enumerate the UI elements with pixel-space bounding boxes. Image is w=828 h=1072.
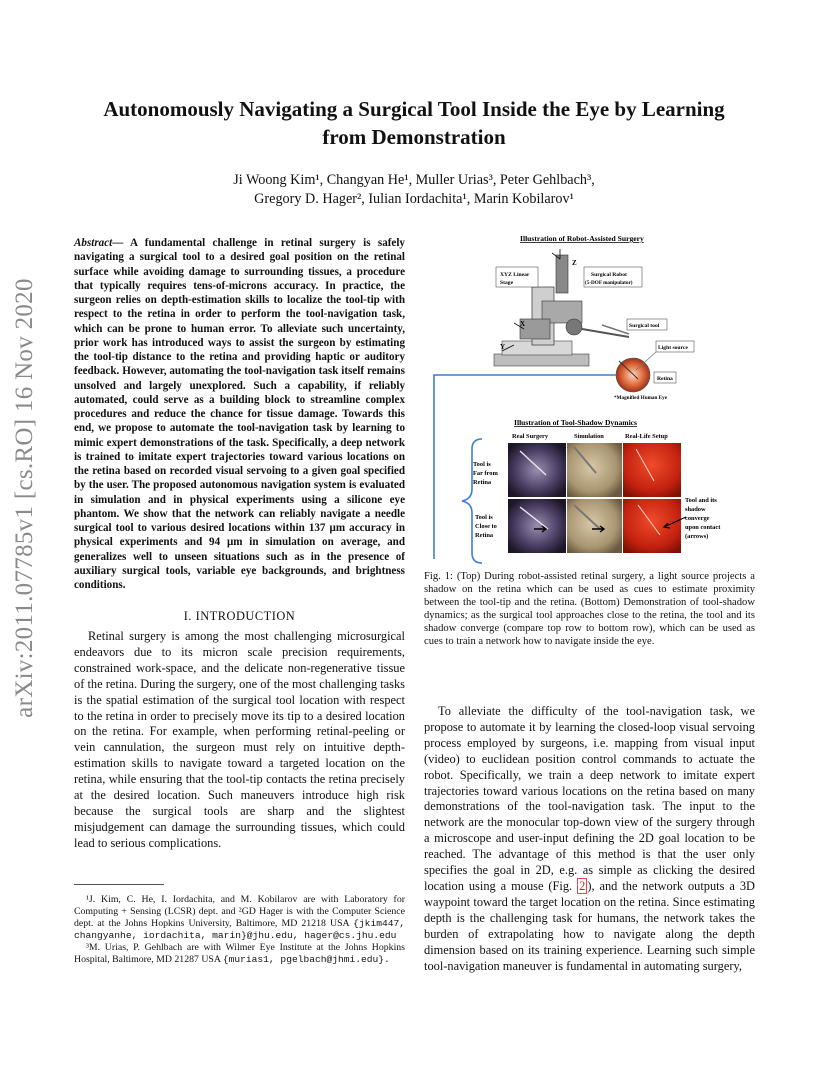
col-real-surgery: Real Surgery: [512, 433, 549, 440]
row1-line-1: Tool is: [473, 461, 491, 468]
arxiv-stamp: arXiv:2011.07785v1 [cs.RO] 16 Nov 2020: [11, 278, 38, 718]
figure-bottom-title: Illustration of Tool-Shadow Dynamics: [514, 418, 638, 427]
note-line-2: shadow: [685, 506, 706, 513]
abstract-text: A fundamental challenge in retinal surgery is safely navigating a surgical tool to a desired goal position on the retinal surface while avoiding damage to surrounding tissues, a procedure that typically requires tens-of-microns accuracy. In practice, the surgeon relies on depth-estimation skills to localize the tool-tip with respect to the retina in order to perform the tool-navigation task, which can be prone to human error. To alleviate such uncertainty, prior work has introduced ways to assist the surgeon by estimating the tool-tip distance to the retina and providing haptic or auditory feedback. However, automating the tool-navigation task itself remains unsolved and largely unexplored. Such a capability, if reliably automated, could serve as a building block to streamline complex procedures and reduce the chance for tissue damage. Towards this end, we propose to automate the tool-navigation task by learning to mimic expert demonstrations of the task. Specifically, a deep network is trained to imitate expert trajectories toward various locations on the retina based on recorded visual servoing to a given goal specified by the user. The proposed autonomous navigation system is evaluated in simulation and in physical experiments using a silicone eye phantom. We show that the network can reliably navigate a needle surgical tool to various desired locations within 137 μm accuracy in physical experiments and 94 μm in simulation on average, and generalizes well to unseen situations such as in the presence of auxiliary surgical tools, variable eye backgrounds, and brightness conditions.: [74, 237, 405, 591]
footnote-1: [74, 894, 405, 942]
col-real-life: Real-Life Setup: [625, 433, 668, 440]
row-bracket: [462, 439, 482, 563]
row1-line-2: Far from: [473, 470, 498, 477]
figure-top-title: Illustration of Robot-Assisted Surgery: [520, 234, 644, 243]
paper-title: [60, 95, 768, 151]
intro-paragraph: Retinal surgery is among the most challenging microsurgical endeavors due to its micron scale precision requirements, constrained work-space, and the delicate non-regenerative tissue of the retina. During the surgery, one of the most challenging tasks is the spatial estimation of the surgical tool location with respect to the retina in order to precisely move its tip to a desired location on the retina. For example, when performing retinal-peeling or vein cannulation, the surgeon must rely on intuitive depth-estimation skills to navigate toward a targeted location on the retina, while ensuring that the tool-tip contacts the retina precisely at the desired location. Such maneuvers introduce high risk because the surgical tools are sharp and the slightest misjudgement can damage the surrounding tissues, which could lead to serious complications.: [74, 629, 405, 850]
photo-life-close: [623, 499, 681, 553]
footnote-3-emails: {murias1, pgelbach@jhmi.edu}.: [222, 954, 390, 966]
photo-grid: [508, 443, 686, 553]
axis-x: X: [520, 320, 526, 328]
label-stage-1: XYZ Linear: [500, 272, 530, 278]
photo-real-far: [508, 443, 566, 497]
note-line-1: Tool and its: [685, 497, 717, 504]
footnote-1-text: ¹J. Kim, C. He, I. Iordachita, and M. Kobilarov are with Laboratory for Computing + Sensing (LCSR) dept. and ²GD Hager is with the Computer Science dept. at the Johns Hopkins University, Baltimore, MD 21218 USA: [74, 894, 405, 930]
robot-illustration: [494, 249, 629, 366]
author-list: [110, 171, 718, 209]
section-heading-introduction: I. INTRODUCTION: [183, 609, 296, 623]
col-simulation: Simulation: [574, 433, 604, 440]
label-robot-2: (5-DOF manipulator): [585, 280, 633, 286]
note-line-5: (arrows): [685, 533, 709, 540]
figure-1: [424, 229, 755, 565]
right-column-paragraph: [424, 704, 755, 974]
footnote-rule: [74, 884, 164, 885]
paragraph-text-2: ), and the network outputs a 3D waypoint toward the target location on the retina. Since estimating depth is the challenging task for humans, the network takes the burden of extrapolating how to navigate along the depth dimension based on its training experience. Learning such simple tool-navigation maneuver is fundamental in automating surgery,: [424, 878, 755, 973]
paragraph-text-1: To alleviate the difficulty of the tool-navigation task, we propose to automate it by learning the closed-loop visual servoing process employed by surgeons, i.e. mapping from visual input (video) to euclidean position control commands to actuate the robot. Specifically, we train a deep network to imitate expert trajectories toward various locations on the retina based on many demonstrations of the tool-navigation task. The input to the network are the monocular top-down view of the surgery through a microscope and user-input defining the 2D goal location to be reached. The advantage of this method is that the user only specifies the goal in 2D, e.g. as simple as clicking the desired location using a mouse (Fig.: [424, 704, 755, 893]
row2-line-3: Retina: [475, 532, 494, 539]
figure-caption: Fig. 1: (Top) During robot-assisted retinal surgery, a light source projects a shadow on the retina which can be used as cues to estimate proximity between the tool-tip and the retina. (Bottom) Demonstration of tool-shadow dynamics; as the surgical tool approaches close to the retina, the tool and its shadow converge (compare top row to bottom row), which can be used as cues to train a network how to navigate inside the eye.: [424, 571, 755, 648]
abstract: [74, 236, 405, 592]
label-surgical-tool: Surgical tool: [629, 323, 660, 329]
title-line-1: Autonomously Navigating a Surgical Tool Inside the Eye by Learning: [103, 97, 725, 121]
row2-line-2: Close to: [475, 523, 497, 530]
authors-line-2: Gregory D. Hager², Iulian Iordachita¹, Marin Kobilarov¹: [254, 191, 574, 207]
footnote-1-emails: {jkim447, changyanhe, iordachita, marin}@jhu.edu, hager@cs.jhu.edu: [74, 918, 405, 942]
title-line-2: from Demonstration: [322, 125, 506, 149]
row2-line-1: Tool is: [475, 514, 493, 521]
label-magnified-eye: *Magnified Human Eye: [614, 395, 668, 401]
axis-y: Y: [500, 343, 506, 351]
note-line-3: converge: [685, 515, 710, 522]
axis-z: Z: [572, 259, 577, 267]
row1-line-3: Retina: [473, 479, 492, 486]
label-light-source: Light source: [658, 345, 688, 351]
abstract-dash: —: [112, 237, 131, 249]
figure-reference-link[interactable]: 2: [579, 878, 586, 893]
label-robot-1: Surgical Robot: [591, 272, 627, 278]
photo-real-close: [508, 499, 566, 553]
footnotes: [74, 894, 405, 967]
abstract-lead: Abstract: [74, 237, 113, 249]
label-stage-2: Stage: [500, 280, 514, 286]
note-line-4: upon contact: [685, 524, 721, 531]
photo-life-far: [623, 443, 681, 497]
label-retina: Retina: [657, 376, 673, 382]
footnote-3-text: ³M. Urias, P. Gehlbach are with Wilmer Eye Institute at the Johns Hopkins Hospital, Baltimore, MD 21287 USA: [74, 942, 405, 966]
footnote-3: [74, 942, 405, 966]
authors-line-1: Ji Woong Kim¹, Changyan He¹, Muller Urias³, Peter Gehlbach³,: [233, 172, 595, 188]
